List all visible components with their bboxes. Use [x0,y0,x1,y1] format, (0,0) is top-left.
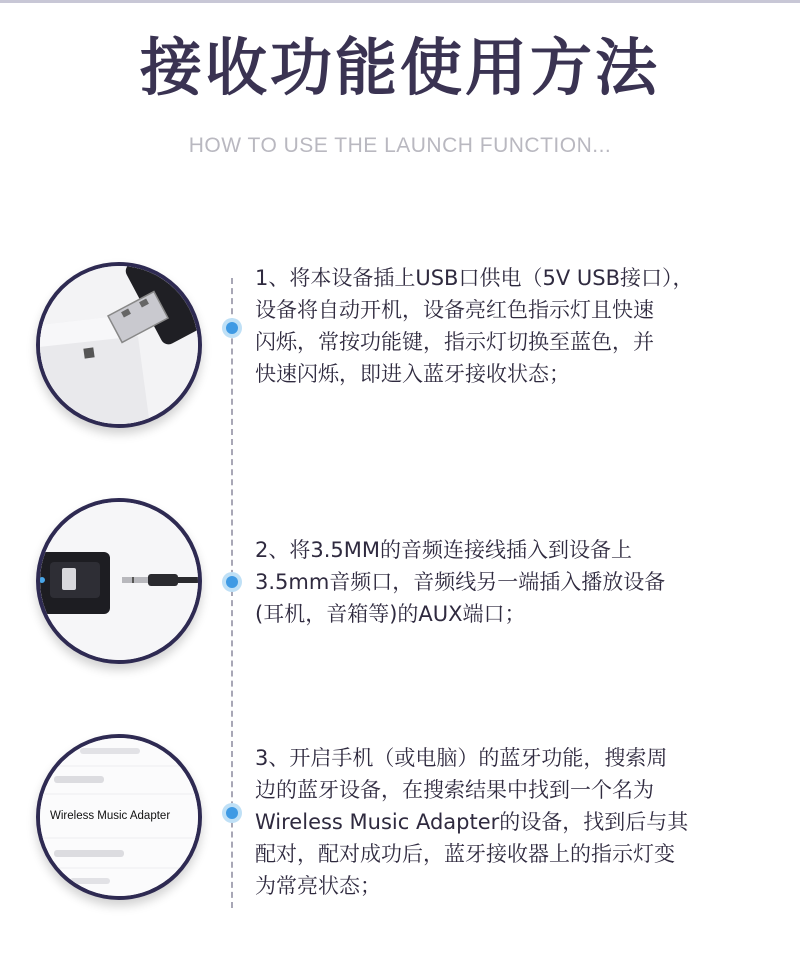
usb-adapter-photo [36,262,202,428]
step-3-line-5: 为常亮状态； [255,874,381,898]
top-divider [0,0,800,3]
step-3-line-4: 配对，配对成功后，蓝牙接收器上的指示灯变 [255,842,675,866]
step-3-text [255,742,775,902]
step-2-line-3: (耳机，音箱等)的AUX端口； [255,602,526,626]
device-name-label: Wireless Music Adapter [50,810,171,822]
step-3-line-2: 边的蓝牙设备，在搜索结果中找到一个名为 [255,778,654,802]
step-2-line-1: 2、将3.5MM的音频连接线插入到设备上 [255,538,632,562]
page-title: 接收功能使用方法 [139,31,660,104]
step-1-marker [226,322,238,334]
step-1-line-2: 设备将自动开机，设备亮红色指示灯且快速 [255,298,654,322]
step-1-line-1: 1、将本设备插上USB口供电（5V USB接口）， [255,266,694,290]
step-3-marker [226,807,238,819]
audio-cable-photo [36,498,202,664]
step-1-line-3: 闪烁，常按功能键，指示灯切换至蓝色，并 [255,330,654,354]
step-2-text [255,534,775,630]
step-3-line-1: 3、开启手机（或电脑）的蓝牙功能，搜索周 [255,746,668,770]
page-subtitle: HOW TO USE THE LAUNCH FUNCTION... [188,134,612,157]
step-2-line-2: 3.5mm音频口，音频线另一端插入播放设备 [255,570,666,594]
step-1-line-4: 快速闪烁，即进入蓝牙接收状态； [255,362,570,386]
step-2-marker [226,576,238,588]
step-1-text [255,262,775,390]
bluetooth-list-screenshot [36,734,202,900]
step-3-line-3: Wireless Music Adapter的设备，找到后与其 [255,810,689,834]
